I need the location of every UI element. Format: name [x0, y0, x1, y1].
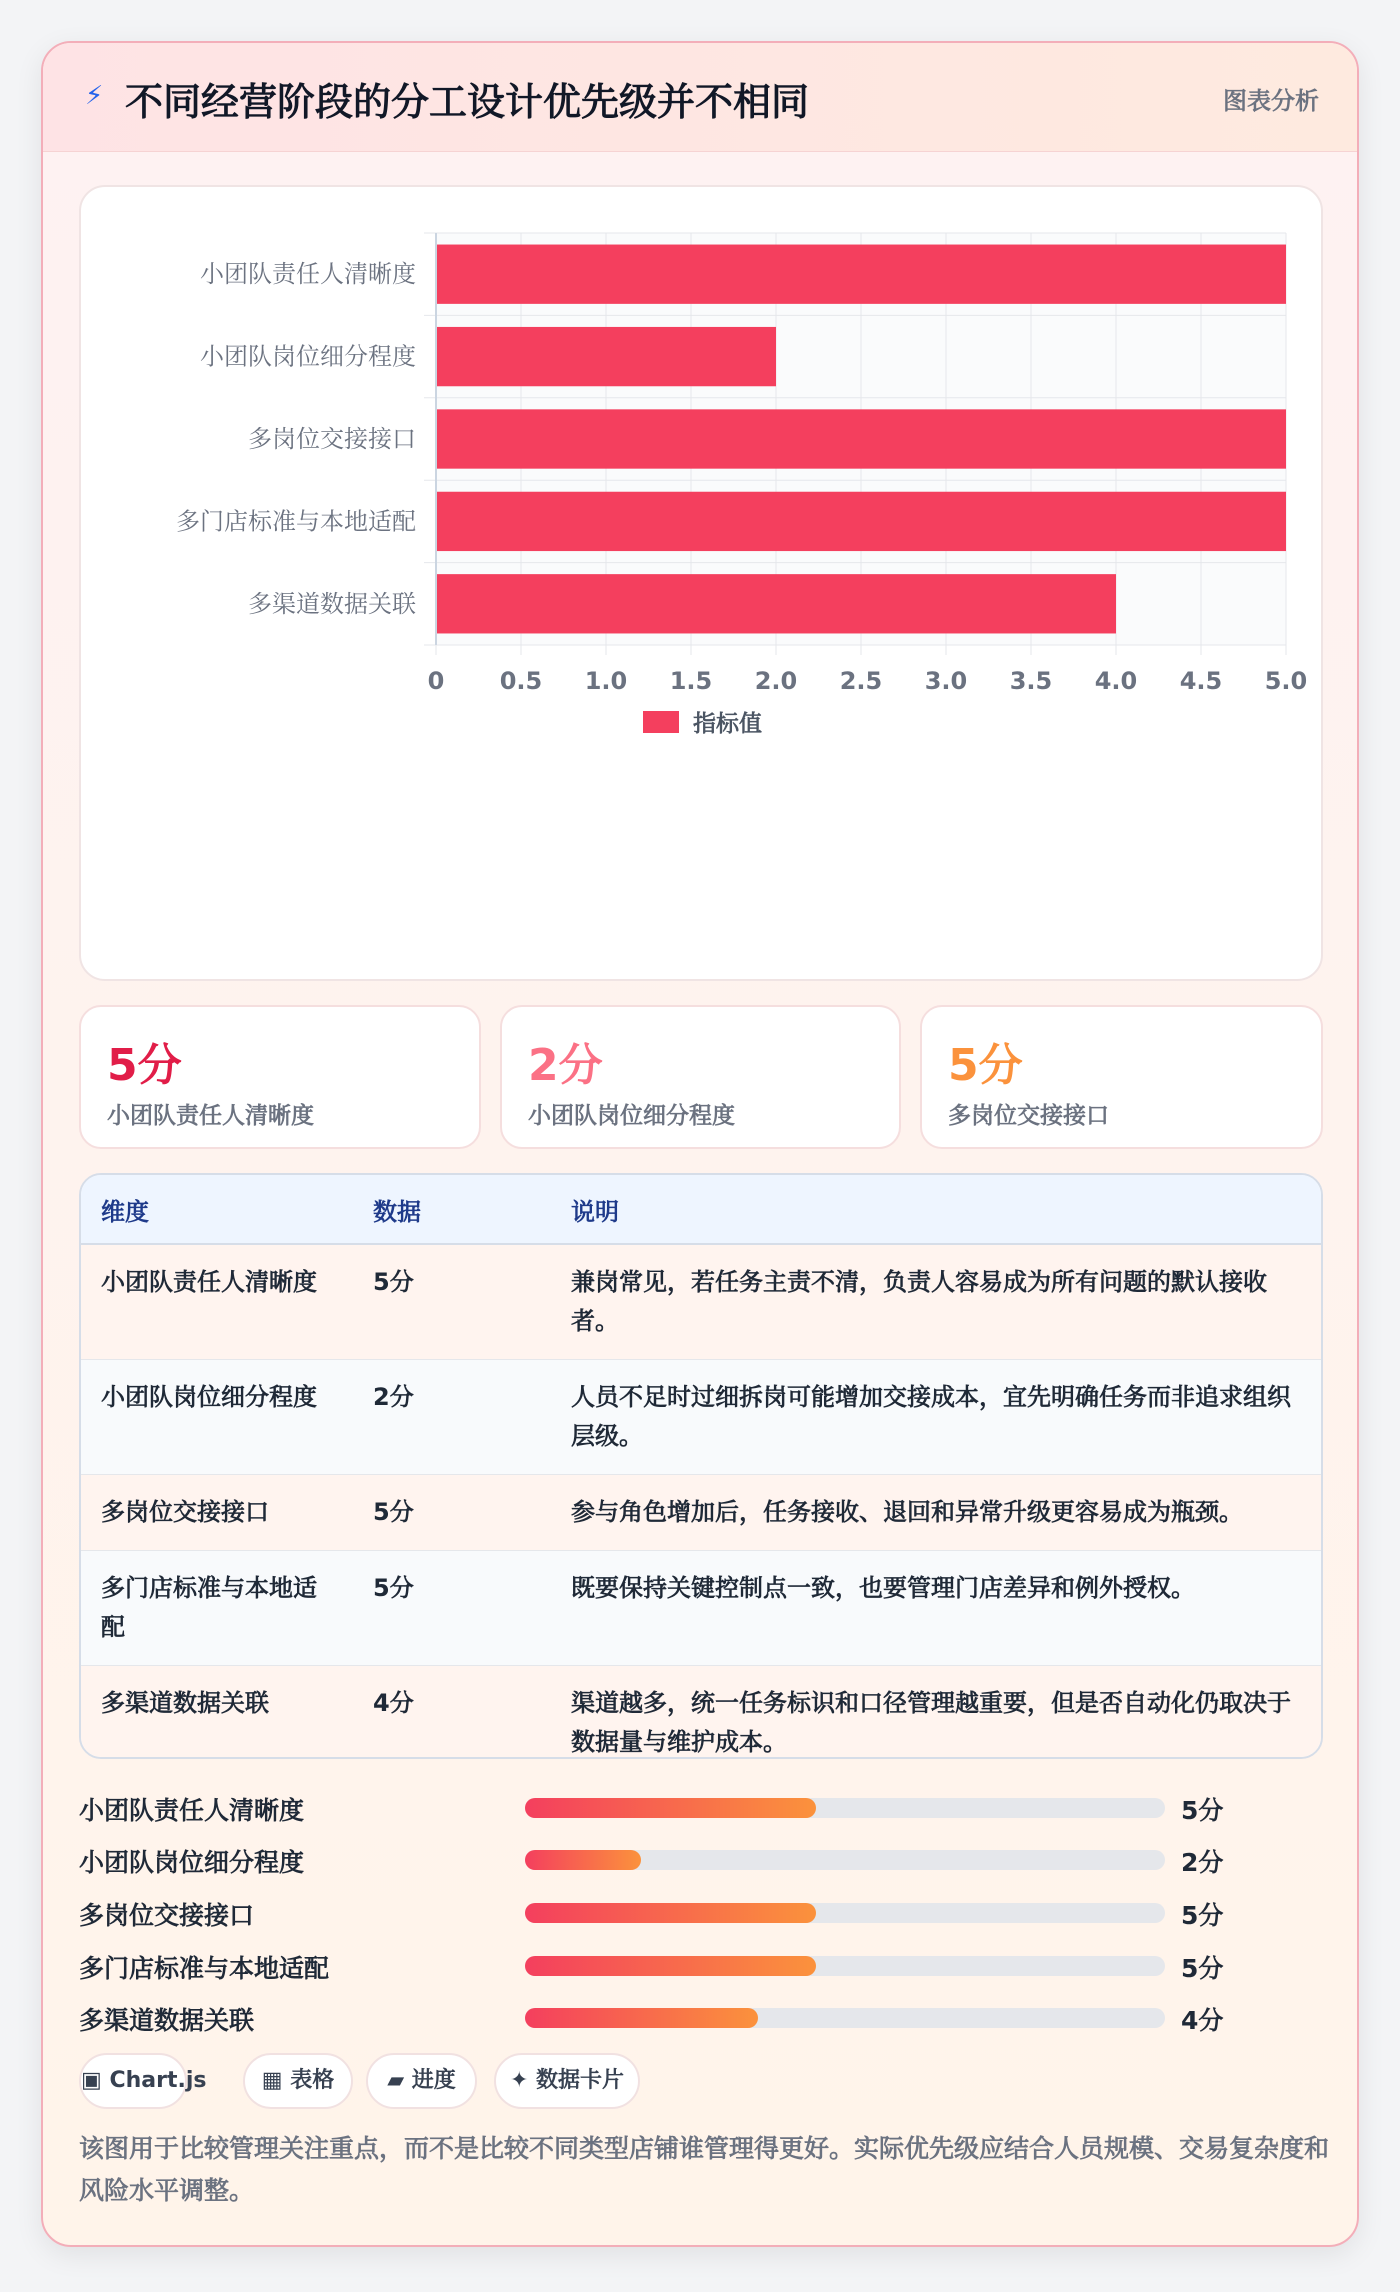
- table-cell: 既要保持关键控制点一致，也要管理门店差异和例外授权。: [551, 1551, 1321, 1666]
- table-cell: 5分: [353, 1475, 551, 1551]
- table-row: [81, 1475, 1321, 1551]
- column-header-dimension: 维度: [81, 1175, 353, 1244]
- bar: [437, 245, 1286, 304]
- progress-icon: ▰: [387, 2068, 405, 2093]
- chip-table[interactable]: [243, 2053, 353, 2109]
- progress-track: [525, 1956, 1165, 1976]
- progress-value: 5分: [1181, 1796, 1224, 1825]
- sparkle-icon: ✦: [509, 2068, 529, 2093]
- chip-progress[interactable]: [366, 2053, 477, 2109]
- chip-label: 进度: [411, 2068, 456, 2093]
- chip-chartjs[interactable]: [79, 2053, 207, 2109]
- progress-row: [79, 1896, 1323, 1930]
- progress-track: [525, 2008, 1165, 2028]
- x-tick-label: 1.0: [584, 667, 628, 695]
- table-cell: 4分: [353, 1666, 551, 1760]
- x-tick-label: 1.5: [669, 667, 713, 695]
- table-icon: ▦: [261, 2068, 283, 2093]
- table-cell: 人员不足时过细拆岗可能增加交接成本，宜先明确任务而非追求组织层级。: [551, 1360, 1321, 1475]
- table-cell: 参与角色增加后，任务接收、退回和异常升级更容易成为瓶颈。: [551, 1475, 1321, 1551]
- table-cell: 小团队责任人清晰度: [81, 1244, 353, 1360]
- progress-track: [525, 1903, 1165, 1923]
- table-cell: 兼岗常见，若任务主责不清，负责人容易成为所有问题的默认接收者。: [551, 1244, 1321, 1360]
- table-cell: 5分: [353, 1551, 551, 1666]
- table-cell: 5分: [353, 1244, 551, 1360]
- table-cell: 小团队岗位细分程度: [81, 1360, 353, 1475]
- chip-label: 表格: [290, 2068, 335, 2093]
- stat-card: [79, 1005, 481, 1149]
- table-cell: 多渠道数据关联: [81, 1666, 353, 1760]
- table-header-row: [81, 1175, 1321, 1244]
- chip-label: Chart.js: [109, 2068, 207, 2093]
- stat-label: 小团队责任人清晰度: [107, 1103, 314, 1129]
- chip-label: 数据卡片: [536, 2068, 625, 2093]
- x-tick-label: 3.5: [1009, 667, 1053, 695]
- progress-row: [79, 1843, 1323, 1877]
- progress-fill: [525, 1903, 816, 1923]
- progress-value: 4分: [1181, 2006, 1224, 2035]
- y-category-label: 多门店标准与本地适配: [176, 507, 416, 536]
- page-title: 不同经营阶段的分工设计优先级并不相同: [125, 80, 810, 124]
- stat-label: 小团队岗位细分程度: [528, 1103, 735, 1129]
- progress-row: [79, 1791, 1323, 1825]
- progress-row: [79, 1949, 1323, 1983]
- x-tick-label: 2.0: [754, 667, 798, 695]
- column-header-data: 数据: [353, 1175, 551, 1244]
- progress-value: 5分: [1181, 1954, 1224, 1983]
- progress-label: 多岗位交接接口: [79, 1901, 255, 1930]
- y-category-label: 多岗位交接接口: [248, 425, 416, 453]
- stat-value: 5分: [107, 1040, 182, 1091]
- x-tick-label: 0.5: [499, 667, 543, 695]
- stat-card: [500, 1005, 901, 1149]
- chart-analysis-tag: 图表分析: [1223, 87, 1319, 115]
- progress-track: [525, 1798, 1165, 1818]
- lightning-icon: ⚡: [85, 81, 104, 111]
- bar: [437, 574, 1116, 633]
- progress-label: 多门店标准与本地适配: [79, 1954, 330, 1983]
- stat-value: 5分: [948, 1040, 1023, 1091]
- analysis-card: [41, 41, 1359, 2247]
- chart-icon: ▣: [81, 2068, 102, 2093]
- table-cell: 渠道越多，统一任务标识和口径管理越重要，但是否自动化仍取决于数据量与维护成本。: [551, 1666, 1321, 1760]
- y-category-label: 小团队责任人清晰度: [200, 260, 416, 289]
- x-tick-label: 2.5: [839, 667, 883, 695]
- stat-value: 2分: [528, 1040, 603, 1091]
- table-cell: 多门店标准与本地适配: [81, 1551, 353, 1666]
- legend-label: 指标值: [693, 711, 762, 737]
- progress-label: 小团队岗位细分程度: [79, 1848, 305, 1877]
- progress-label: 小团队责任人清晰度: [79, 1796, 305, 1825]
- table-row: [81, 1360, 1321, 1475]
- bar: [437, 327, 776, 386]
- progress-row: [79, 2001, 1323, 2035]
- x-tick-label: 5.0: [1264, 667, 1308, 695]
- progress-fill: [525, 1956, 816, 1976]
- data-table: [79, 1173, 1323, 1759]
- progress-value: 2分: [1181, 1848, 1224, 1877]
- x-tick-label: 3.0: [924, 667, 968, 695]
- legend-swatch: [643, 711, 679, 733]
- y-category-label: 多渠道数据关联: [248, 589, 416, 618]
- bar: [437, 492, 1286, 551]
- table-row: [81, 1666, 1321, 1760]
- table-cell: 多岗位交接接口: [81, 1475, 353, 1551]
- chip-data-card[interactable]: [494, 2053, 640, 2109]
- x-tick-label: 4.5: [1179, 667, 1223, 695]
- progress-value: 5分: [1181, 1901, 1224, 1930]
- card-header: [43, 43, 1357, 152]
- footnote: 该图用于比较管理关注重点，而不是比较不同类型店铺谁管理得更好。实际优先级应结合人员规模、交易复杂度和风险水平调整。: [79, 2134, 1330, 2205]
- table-row: [81, 1244, 1321, 1360]
- progress-label: 多渠道数据关联: [79, 2006, 255, 2035]
- bar: [437, 409, 1286, 468]
- table-row: [81, 1551, 1321, 1666]
- bar-chart: [81, 187, 1325, 983]
- progress-fill: [525, 2008, 758, 2028]
- y-category-label: 小团队岗位细分程度: [200, 342, 416, 371]
- x-tick-label: 0: [427, 667, 445, 695]
- progress-track: [525, 1850, 1165, 1870]
- column-header-description: 说明: [551, 1175, 1321, 1244]
- bar-chart-panel: [79, 185, 1323, 981]
- progress-fill: [525, 1850, 641, 1870]
- x-tick-label: 4.0: [1094, 667, 1138, 695]
- progress-fill: [525, 1798, 816, 1818]
- stat-label: 多岗位交接接口: [948, 1103, 1109, 1129]
- stat-card: [920, 1005, 1323, 1149]
- table-cell: 2分: [353, 1360, 551, 1475]
